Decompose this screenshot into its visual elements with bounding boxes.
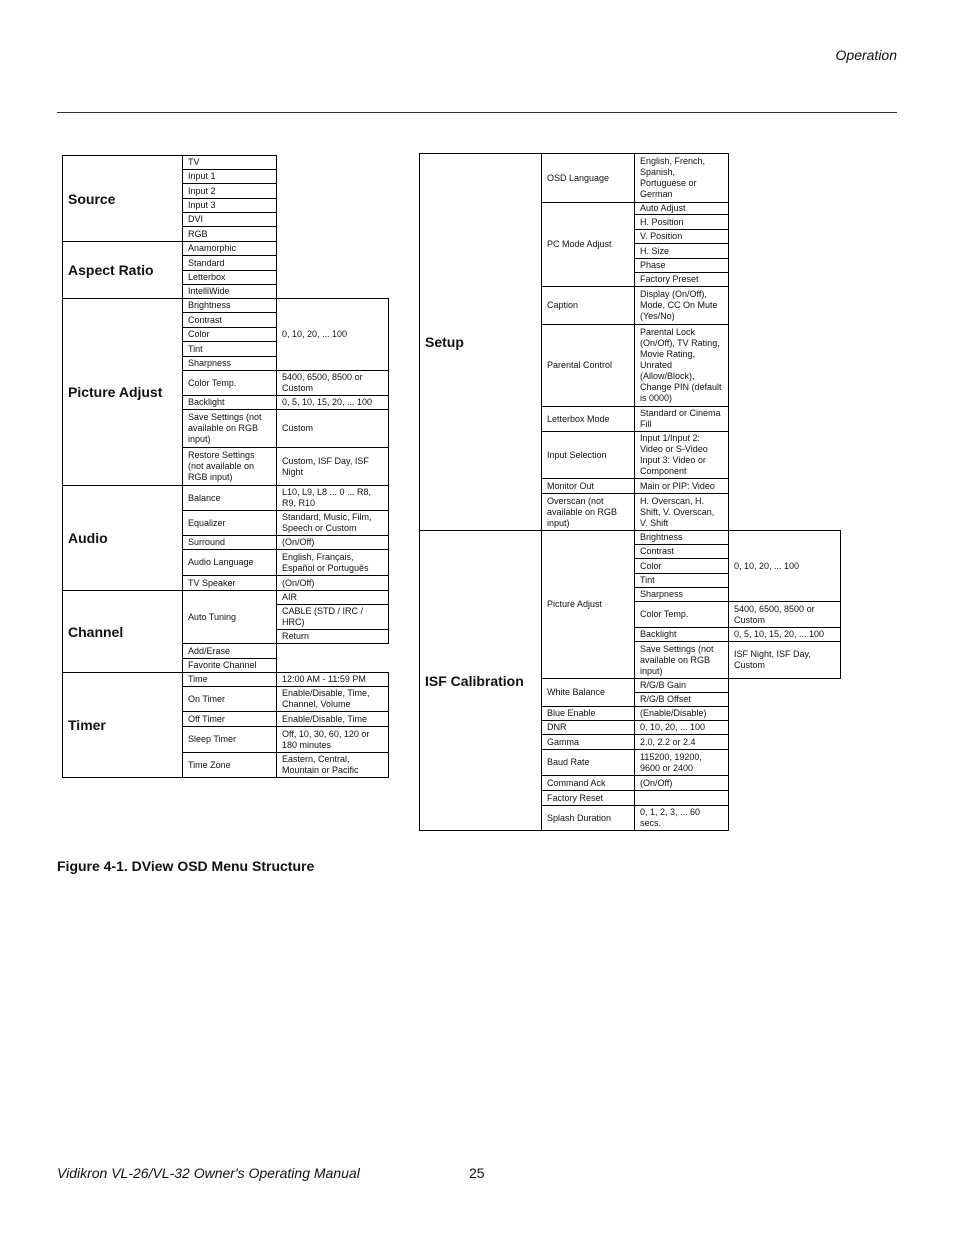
menu-item-subvalue: 5400, 6500, 8500 or Custom: [728, 601, 841, 628]
menu-item-value: Contrast: [634, 544, 729, 559]
menu-item-value: 0, 10, 20, ... 100: [634, 720, 729, 735]
menu-item-label: Backlight: [182, 395, 277, 410]
menu-item-value: Standard or Cinema Fill: [634, 406, 729, 432]
menu-item-value: Brightness: [634, 530, 729, 545]
menu-item-value: Input 1/Input 2: Video or S-Video Input 3: Video or Component: [634, 431, 729, 479]
menu-item-label: Caption: [541, 286, 635, 325]
menu-item-label: Gamma: [541, 734, 635, 750]
menu-item-label: Parental Control: [541, 324, 635, 407]
menu-item-value: (Enable/Disable): [634, 706, 729, 721]
menu-item-subvalue: ISF Night, ISF Day, Custom: [728, 641, 841, 679]
category-box: Aspect Ratio: [62, 241, 183, 299]
menu-item-label: Overscan (not available on RGB input): [541, 493, 635, 531]
menu-item-label: Contrast: [182, 312, 277, 328]
menu-item-label: Input 1: [182, 169, 277, 184]
footer-page-number: 25: [469, 1165, 485, 1181]
menu-item-label: Blue Enable: [541, 706, 635, 721]
menu-item-label: TV Speaker: [182, 575, 277, 591]
menu-item-label: IntelliWide: [182, 284, 277, 299]
menu-item-value: Return: [276, 629, 389, 644]
menu-item-label: RGB: [182, 226, 277, 242]
menu-item-value: V. Position: [634, 229, 729, 244]
menu-item-value: 2.0, 2.2 or 2.4: [634, 734, 729, 750]
menu-item-value: 0, 10, 20, ... 100: [276, 298, 389, 371]
menu-item-label: Surround: [182, 535, 277, 550]
menu-item-value: R/G/B Gain: [634, 678, 729, 693]
menu-item-label: Command Ack: [541, 775, 635, 791]
menu-item-label: Brightness: [182, 298, 277, 313]
menu-item-subvalue: 0, 10, 20, ... 100: [728, 530, 841, 602]
menu-item-label: Equalizer: [182, 510, 277, 536]
menu-item-label: White Balance: [541, 678, 635, 707]
menu-item-label: Color Temp.: [182, 370, 277, 396]
menu-item-label: Favorite Channel: [182, 658, 277, 673]
menu-item-label: Tint: [182, 341, 277, 357]
menu-item-value: Off, 10, 30, 60, 120 or 180 minutes: [276, 726, 389, 753]
menu-item-value: Standard, Music, Film, Speech or Custom: [276, 510, 389, 536]
menu-item-label: Input 3: [182, 198, 277, 213]
menu-item-value: 0, 1, 2, 3, ... 60 secs.: [634, 805, 729, 831]
menu-item-label: Splash Duration: [541, 805, 635, 831]
menu-item-label: DVI: [182, 212, 277, 227]
menu-item-label: On Timer: [182, 686, 277, 712]
menu-item-value: Eastern, Central, Mountain or Pacific: [276, 752, 389, 778]
category-box: Audio: [62, 485, 183, 591]
figure-caption: Figure 4-1. DView OSD Menu Structure: [57, 858, 315, 874]
menu-item-value: Sharpness: [634, 587, 729, 602]
menu-item-label: Input 2: [182, 183, 277, 199]
category-box: Source: [62, 155, 183, 242]
menu-item-value: Auto Adjust: [634, 202, 729, 215]
menu-item-value: 12:00 AM - 11:59 PM: [276, 672, 389, 687]
menu-item-label: Letterbox: [182, 270, 277, 285]
menu-item-label: Save Settings (not available on RGB input): [182, 409, 277, 448]
menu-item-value: H. Overscan, H. Shift, V. Overscan, V. Shift: [634, 493, 729, 531]
menu-item-value: Color Temp.: [634, 601, 729, 628]
menu-item-value: CABLE (STD / IRC / HRC): [276, 604, 389, 630]
menu-item-value: 5400, 6500, 8500 or Custom: [276, 370, 389, 396]
menu-item-value: AIR: [276, 590, 389, 605]
menu-item-value: English, French, Spanish, Portuguese or German: [634, 153, 729, 203]
menu-item-label: Anamorphic: [182, 241, 277, 256]
menu-item-value: R/G/B Offset: [634, 692, 729, 707]
menu-item-label: PC Mode Adjust: [541, 202, 635, 287]
menu-item-label: Time Zone: [182, 752, 277, 778]
menu-item-value: Factory Preset: [634, 272, 729, 287]
menu-item-value: [634, 790, 729, 806]
menu-item-value: Backlight: [634, 627, 729, 642]
menu-item-value: English, Français, Español or Português: [276, 549, 389, 576]
category-box: Timer: [62, 672, 183, 778]
menu-item-value: Main or PIP: Video: [634, 478, 729, 494]
header-rule: [57, 112, 897, 113]
menu-item-value: Display (On/Off), Mode, CC On Mute (Yes/No): [634, 286, 729, 325]
menu-item-value: Tint: [634, 573, 729, 588]
menu-item-label: OSD Language: [541, 153, 635, 203]
menu-item-value: Enable/Disable, Time: [276, 711, 389, 727]
menu-item-label: Sharpness: [182, 356, 277, 371]
menu-item-value: (On/Off): [276, 575, 389, 591]
menu-item-value: H. Size: [634, 243, 729, 259]
menu-item-value: 0, 5, 10, 15, 20, ... 100: [276, 395, 389, 410]
menu-item-label: TV: [182, 155, 277, 170]
menu-item-label: Add/Erase: [182, 643, 277, 659]
menu-item-value: Save Settings (not available on RGB input): [634, 641, 729, 679]
category-box: Channel: [62, 590, 183, 673]
menu-item-value: H. Position: [634, 214, 729, 230]
menu-item-value: Phase: [634, 258, 729, 273]
menu-item-label: Monitor Out: [541, 478, 635, 494]
menu-item-label: Baud Rate: [541, 749, 635, 776]
menu-item-value: 115200, 19200, 9600 or 2400: [634, 749, 729, 776]
category-box: ISF Calibration: [419, 530, 542, 831]
menu-item-subvalue: 0, 5, 10, 15, 20, ... 100: [728, 627, 841, 642]
menu-item-value: Color: [634, 558, 729, 574]
menu-item-label: Input Selection: [541, 431, 635, 479]
menu-item-label: DNR: [541, 720, 635, 735]
menu-item-label: Off Timer: [182, 711, 277, 727]
menu-item-label: Picture Adjust: [541, 530, 635, 679]
menu-item-label: Factory Reset: [541, 790, 635, 806]
menu-item-label: Letterbox Mode: [541, 406, 635, 432]
category-box: Setup: [419, 153, 542, 531]
menu-item-label: Color: [182, 327, 277, 342]
header-section-title: Operation: [835, 47, 897, 63]
footer-manual-title: Vidikron VL-26/VL-32 Owner's Operating Manual: [57, 1165, 360, 1181]
menu-item-label: Audio Language: [182, 549, 277, 576]
menu-item-value: Enable/Disable, Time, Channel, Volume: [276, 686, 389, 712]
menu-item-value: Custom: [276, 409, 389, 448]
menu-item-value: L10, L9, L8 ... 0 ... R8, R9, R10: [276, 485, 389, 511]
menu-item-value: Parental Lock (On/Off), TV Rating, Movie Rating, Unrated (Allow/Block), Change PIN (default is 0000): [634, 324, 729, 407]
menu-item-label: Sleep Timer: [182, 726, 277, 753]
menu-item-label: Restore Settings (not available on RGB input): [182, 447, 277, 486]
menu-item-value: (On/Off): [634, 775, 729, 791]
menu-item-value: (On/Off): [276, 535, 389, 550]
menu-item-label: Time: [182, 672, 277, 687]
category-box: Picture Adjust: [62, 298, 183, 486]
menu-item-value: Custom, ISF Day, ISF Night: [276, 447, 389, 486]
menu-item-label: Standard: [182, 255, 277, 271]
menu-item-label: Balance: [182, 485, 277, 511]
menu-item-label: Auto Tuning: [182, 590, 277, 644]
